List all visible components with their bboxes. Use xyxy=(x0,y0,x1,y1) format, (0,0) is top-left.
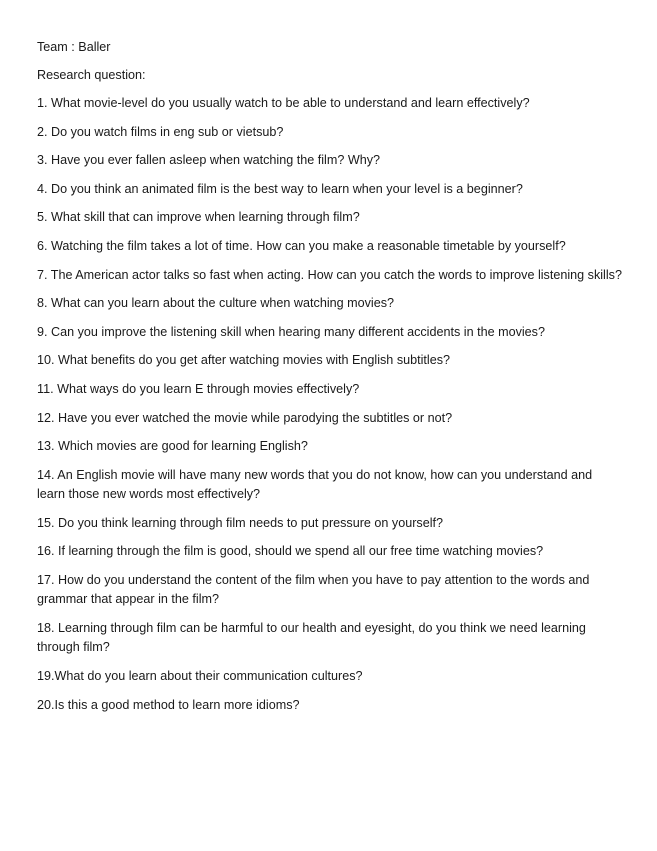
question-10: 10. What benefits do you get after watching movies with English subtitles? xyxy=(37,353,451,368)
team-line: Team : Baller xyxy=(37,40,111,54)
question-17: 17. How do you understand the content of the film when you have to pay attention to the words and grammar that appear in the film? xyxy=(37,572,590,607)
question-3: 3. Have you ever fallen asleep when watching the film? Why? xyxy=(37,153,381,168)
question-2: 2. Do you watch films in eng sub or vietsub? xyxy=(37,124,284,139)
document-body xyxy=(37,38,622,724)
question-12: 12. Have you ever watched the movie while parodying the subtitles or not? xyxy=(37,410,453,425)
question-8: 8. What can you learn about the culture when watching movies? xyxy=(37,296,395,311)
question-20: 20.Is this a good method to learn more idioms? xyxy=(37,697,300,712)
question-4: 4. Do you think an animated film is the best way to learn when your level is a beginner? xyxy=(37,181,523,196)
question-5: 5. What skill that can improve when learning through film? xyxy=(37,210,360,225)
question-13: 13. Which movies are good for learning English? xyxy=(37,439,308,454)
question-18: 18. Learning through film can be harmful to our health and eyesight, do you think we need learning through film? xyxy=(37,620,586,655)
question-11: 11. What ways do you learn E through movies effectively? xyxy=(37,381,360,396)
question-16: 16. If learning through the film is good, should we spend all our free time watching movies? xyxy=(37,544,544,559)
question-19: 19.What do you learn about their communication cultures? xyxy=(37,668,363,683)
question-7: 7. The American actor talks so fast when acting. How can you catch the words to improve listening skills? xyxy=(37,267,622,282)
question-6: 6. Watching the film takes a lot of time. How can you make a reasonable timetable by yourself? xyxy=(37,238,566,253)
question-14: 14. An English movie will have many new words that you do not know, how can you understand and learn those new words most effectively? xyxy=(37,467,593,502)
question-1: 1. What movie-level do you usually watch to be able to understand and learn effectively? xyxy=(37,96,530,110)
question-9: 9. Can you improve the listening skill when hearing many different accidents in the movies? xyxy=(37,324,545,339)
question-15: 15. Do you think learning through film needs to put pressure on yourself? xyxy=(37,515,444,530)
research-heading: Research question: xyxy=(37,68,146,82)
